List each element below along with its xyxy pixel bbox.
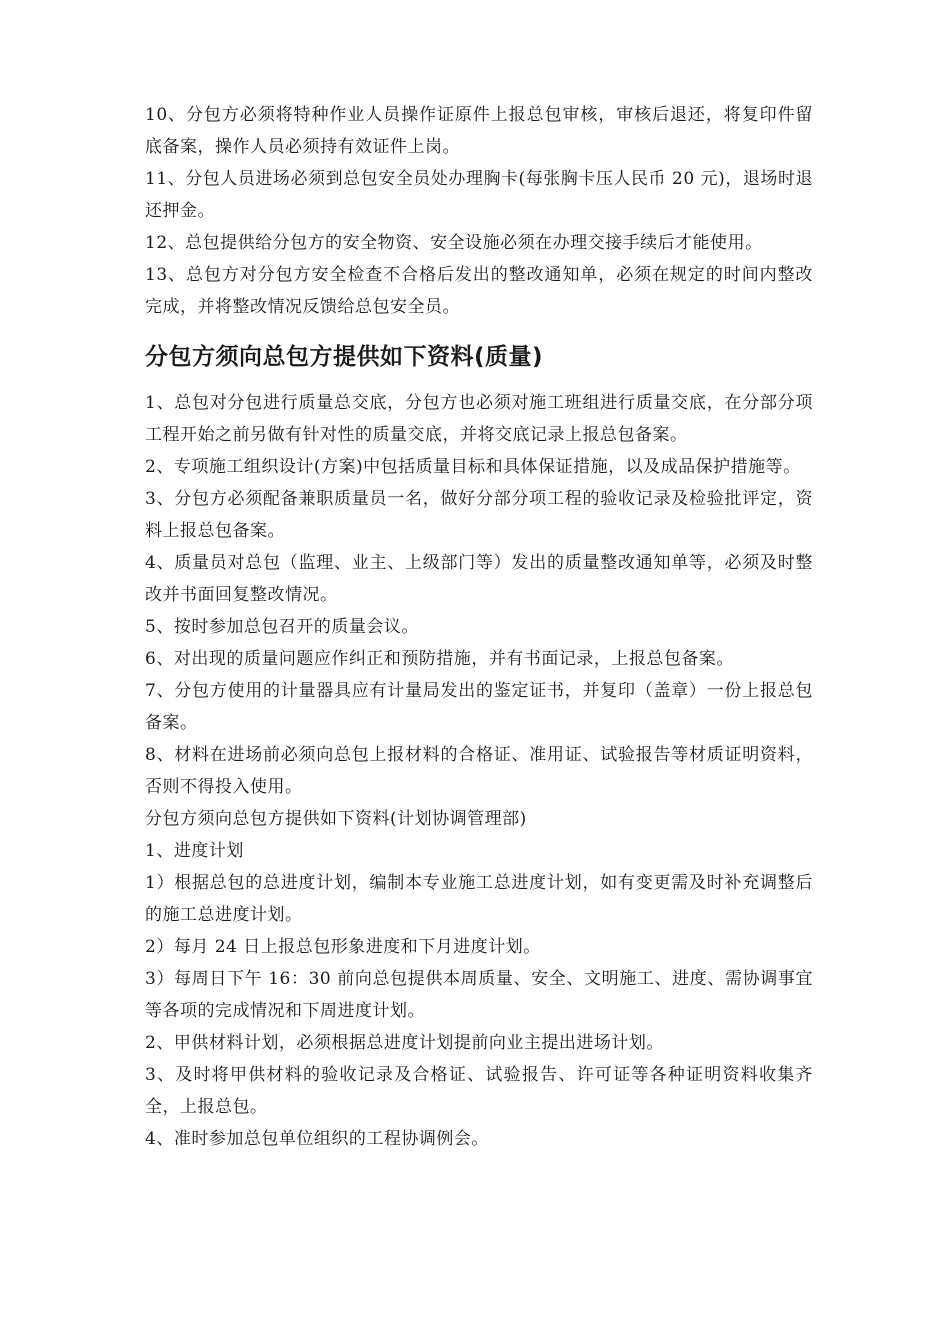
safety-item-11: 11、分包人员进场必须到总包安全员处办理胸卡(每张胸卡压人民币 20 元)，退场时退还押金。: [145, 169, 813, 221]
plan-item-materials: 2、甲供材料计划，必须根据总进度计划提前向业主提出进场计划。: [145, 1033, 664, 1053]
safety-item-12: 12、总包提供给分包方的安全物资、安全设施必须在办理交接手续后才能使用。: [145, 233, 763, 253]
quality-item-1: 1、总包对分包进行质量总交底，分包方也必须对施工班组进行质量交底，在分部分项工程开始之前另做有针对性的质量交底，并将交底记录上报总包备案。: [145, 393, 813, 445]
plan-section-heading: 分包方须向总包方提供如下资料(计划协调管理部): [145, 809, 527, 829]
plan-subitem-3: 3）每周日下午 16：30 前向总包提供本周质量、安全、文明施工、进度、需协调事宜等各项的完成情况和下周进度计划。: [145, 969, 813, 1021]
safety-item-10: 10、分包方必须将特种作业人员操作证原件上报总包审核，审核后退还，将复印件留底备案，操作人员必须持有效证件上岗。: [145, 105, 813, 157]
quality-item-4: 4、质量员对总包（监理、业主、上级部门等）发出的质量整改通知单等，必须及时整改并书面回复整改情况。: [145, 553, 813, 605]
quality-item-3: 3、分包方必须配备兼职质量员一名，做好分部分项工程的验收记录及检验批评定，资料上报总包备案。: [145, 489, 813, 541]
document-page: [145, 99, 813, 1155]
quality-item-7: 7、分包方使用的计量器具应有计量局发出的鉴定证书，并复印（盖章）一份上报总包备案。: [145, 681, 813, 733]
plan-item-meeting: 4、准时参加总包单位组织的工程协调例会。: [145, 1129, 489, 1149]
plan-item-records: 3、及时将甲供材料的验收记录及合格证、试验报告、许可证等各种证明资料收集齐全，上报总包。: [145, 1065, 813, 1117]
plan-item-schedule: 1、进度计划: [145, 841, 244, 861]
plan-subitem-1: 1）根据总包的总进度计划，编制本专业施工总进度计划，如有变更需及时补充调整后的施工总进度计划。: [145, 873, 813, 925]
quality-item-6: 6、对出现的质量问题应作纠正和预防措施，并有书面记录，上报总包备案。: [145, 649, 734, 669]
quality-item-8: 8、材料在进场前必须向总包上报材料的合格证、准用证、试验报告等材质证明资料，否则不得投入使用。: [145, 745, 813, 797]
quality-item-5: 5、按时参加总包召开的质量会议。: [145, 617, 419, 637]
quality-section-heading: 分包方须向总包方提供如下资料(质量): [145, 344, 544, 370]
quality-item-2: 2、专项施工组织设计(方案)中包括质量目标和具体保证措施，以及成品保护措施等。: [145, 457, 801, 477]
plan-subitem-2: 2）每月 24 日上报总包形象进度和下月进度计划。: [145, 937, 541, 957]
safety-item-13: 13、总包方对分包方安全检查不合格后发出的整改通知单，必须在规定的时间内整改完成，并将整改情况反馈给总包安全员。: [145, 265, 813, 317]
